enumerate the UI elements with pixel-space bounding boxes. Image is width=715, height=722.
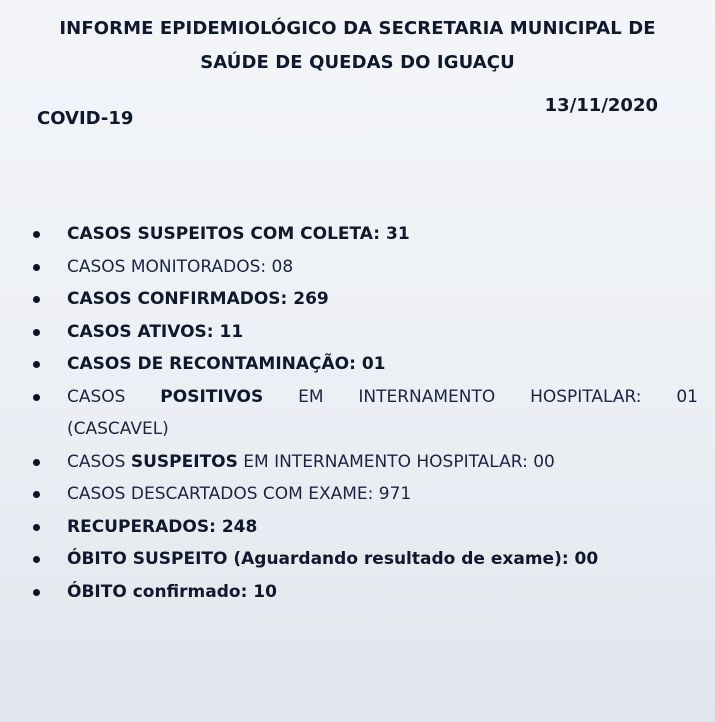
item-word: INTERNAMENTO — [358, 386, 496, 407]
item-text-justified-line — [67, 381, 698, 414]
item-text: CASOS MONITORADOS: 08 — [67, 256, 294, 277]
list-item-suspected-death — [33, 543, 698, 576]
item-text-prefix: CASOS — [67, 451, 131, 472]
bullet-icon — [33, 556, 40, 563]
item-text-second-line: (CASCAVEL) — [67, 419, 169, 439]
bullet-icon — [33, 524, 40, 531]
list-item-recontamination — [33, 348, 698, 381]
bullet-icon — [33, 491, 40, 498]
list-item-discarded — [33, 478, 698, 511]
bulletin-title-line-2: SAÚDE DE QUEDAS DO IGUAÇU — [200, 52, 515, 73]
list-item-active — [33, 316, 698, 349]
bullet-icon — [33, 329, 40, 336]
list-item-confirmed — [33, 283, 698, 316]
item-text: CASOS CONFIRMADOS: 269 — [67, 289, 329, 309]
topic-label: COVID-19 — [37, 108, 134, 129]
list-item-confirmed-death — [33, 576, 698, 609]
bullet-icon — [33, 394, 40, 401]
bullet-icon — [33, 589, 40, 596]
item-text: CASOS DESCARTADOS COM EXAME: 971 — [67, 484, 412, 504]
item-text: ÓBITO SUSPEITO (Aguardando resultado de exame): 00 — [67, 549, 599, 569]
case-list — [33, 218, 698, 608]
list-item-positive-hospitalized — [33, 381, 698, 446]
item-word: 01 — [676, 386, 698, 407]
item-text: CASOS SUSPEITOS COM COLETA: 31 — [67, 224, 410, 244]
bullet-icon — [33, 361, 40, 368]
item-text-emphasis: SUSPEITOS — [130, 451, 238, 472]
item-text: RECUPERADOS: 248 — [67, 516, 258, 537]
item-word: CASOS — [67, 386, 126, 407]
item-text-suffix: EM INTERNAMENTO HOSPITALAR: 00 — [237, 451, 555, 472]
list-item-monitored — [33, 251, 698, 284]
item-text: CASOS DE RECONTAMINAÇÃO: 01 — [67, 354, 386, 374]
item-word-emphasis: POSITIVOS — [160, 386, 264, 407]
report-date: 13/11/2020 — [544, 95, 658, 116]
bullet-icon — [33, 264, 40, 271]
list-item-recovered — [33, 511, 698, 544]
item-word: HOSPITALAR: — [530, 386, 642, 407]
item-text: ÓBITO confirmado: 10 — [67, 581, 277, 602]
bullet-icon — [33, 231, 40, 238]
item-word: EM — [298, 386, 324, 407]
bulletin-title-line-1: INFORME EPIDEMIOLÓGICO DA SECRETARIA MUNICIPAL DE — [59, 18, 656, 39]
bullet-icon — [33, 296, 40, 303]
list-item-suspected-with-collection — [33, 218, 698, 251]
item-text: CASOS ATIVOS: 11 — [67, 321, 244, 342]
bullet-icon — [33, 459, 40, 466]
list-item-suspected-hospitalized — [33, 446, 698, 479]
